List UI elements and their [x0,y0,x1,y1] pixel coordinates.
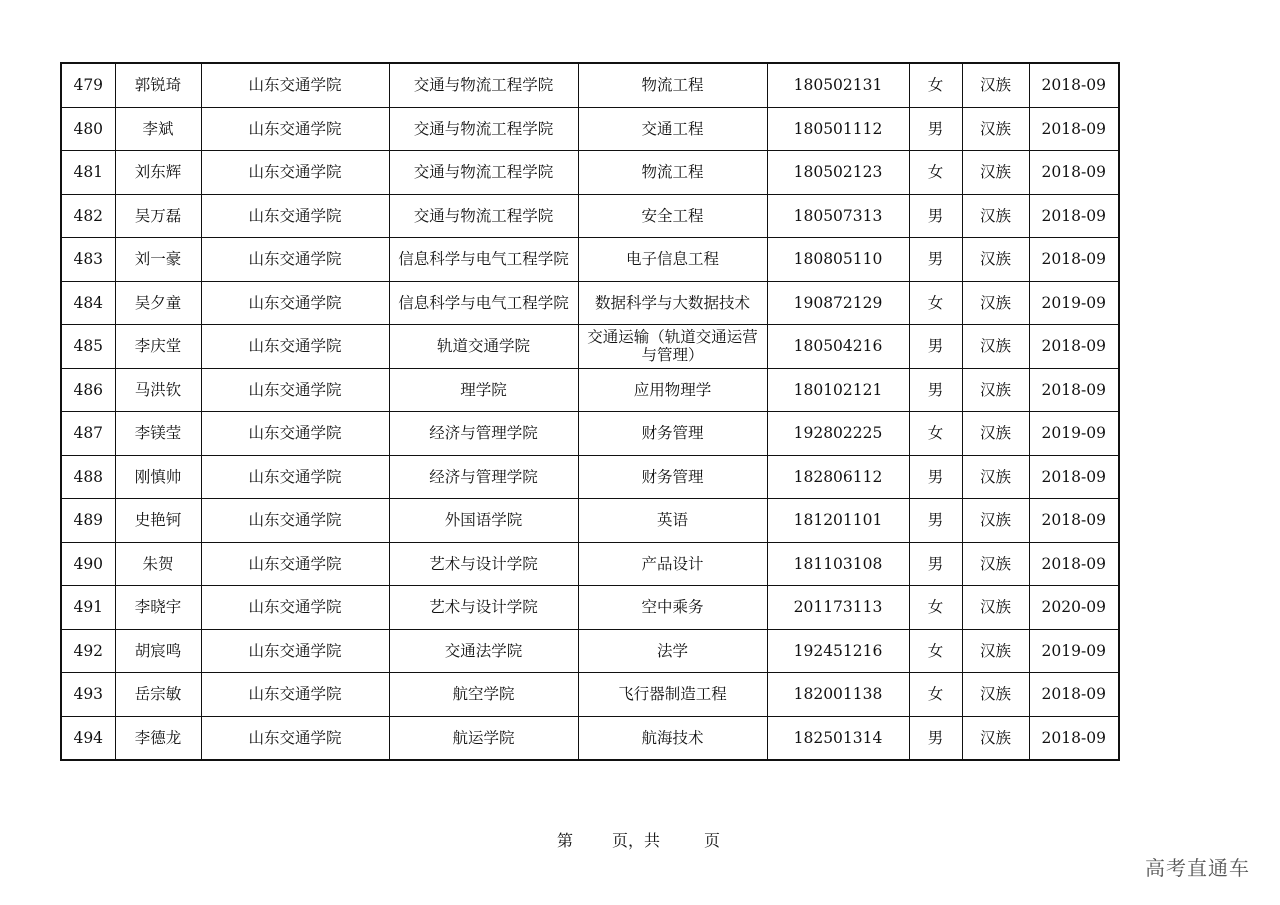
ethnicity-cell: 汉族 [962,151,1029,195]
major-cell: 数据科学与大数据技术 [578,281,767,325]
gender-cell: 男 [909,325,962,369]
table-row [61,716,1119,760]
page-footer [0,828,1280,850]
student-name-cell: 胡宸鸣 [115,629,201,673]
table-row [61,412,1119,456]
major-cell: 电子信息工程 [578,238,767,282]
table-row [61,325,1119,369]
ethnicity-cell: 汉族 [962,63,1029,107]
table-row [61,281,1119,325]
university-cell: 山东交通学院 [201,586,389,630]
student-id-cell: 180504216 [767,325,909,369]
major-cell: 应用物理学 [578,368,767,412]
gender-cell: 男 [909,368,962,412]
major-cell: 交通运输（轨道交通运营与管理） [578,325,767,369]
student-name-cell: 李斌 [115,107,201,151]
college-cell: 经济与管理学院 [389,455,578,499]
watermark-logo-text: 高考直通车 [1145,856,1250,880]
student-roster-table [60,62,1120,761]
row-number-cell: 482 [61,194,115,238]
enrollment-date-cell: 2018-09 [1029,455,1119,499]
enrollment-date-cell: 2018-09 [1029,63,1119,107]
row-number-cell: 491 [61,586,115,630]
student-name-cell: 郭锐琦 [115,63,201,107]
student-name-cell: 刘东辉 [115,151,201,195]
gender-cell: 男 [909,238,962,282]
enrollment-date-cell: 2018-09 [1029,673,1119,717]
major-cell: 产品设计 [578,542,767,586]
major-cell: 物流工程 [578,63,767,107]
college-cell: 航空学院 [389,673,578,717]
ethnicity-cell: 汉族 [962,412,1029,456]
major-cell: 安全工程 [578,194,767,238]
college-cell: 艺术与设计学院 [389,542,578,586]
row-number-cell: 492 [61,629,115,673]
university-cell: 山东交通学院 [201,325,389,369]
student-id-cell: 192451216 [767,629,909,673]
footer-page-suffix: 页 [704,831,721,850]
ethnicity-cell: 汉族 [962,325,1029,369]
gender-cell: 女 [909,629,962,673]
ethnicity-cell: 汉族 [962,194,1029,238]
student-id-cell: 180102121 [767,368,909,412]
student-id-cell: 181201101 [767,499,909,543]
row-number-cell: 487 [61,412,115,456]
college-cell: 交通与物流工程学院 [389,194,578,238]
university-cell: 山东交通学院 [201,716,389,760]
roster-body [61,63,1119,760]
row-number-cell: 490 [61,542,115,586]
student-id-cell: 192802225 [767,412,909,456]
student-id-cell: 190872129 [767,281,909,325]
ethnicity-cell: 汉族 [962,107,1029,151]
table-row [61,194,1119,238]
footer-page-label: 第 [557,831,574,850]
major-cell: 财务管理 [578,412,767,456]
major-cell: 交通工程 [578,107,767,151]
student-id-cell: 182806112 [767,455,909,499]
student-name-cell: 李晓宇 [115,586,201,630]
university-cell: 山东交通学院 [201,673,389,717]
enrollment-date-cell: 2019-09 [1029,412,1119,456]
college-cell: 外国语学院 [389,499,578,543]
ethnicity-cell: 汉族 [962,455,1029,499]
student-id-cell: 182001138 [767,673,909,717]
ethnicity-cell: 汉族 [962,238,1029,282]
table-row [61,499,1119,543]
enrollment-date-cell: 2018-09 [1029,151,1119,195]
gender-cell: 女 [909,586,962,630]
table-row [61,542,1119,586]
student-id-cell: 180502123 [767,151,909,195]
student-name-cell: 岳宗敏 [115,673,201,717]
student-name-cell: 朱贺 [115,542,201,586]
major-cell: 空中乘务 [578,586,767,630]
gender-cell: 男 [909,455,962,499]
student-id-cell: 180502131 [767,63,909,107]
enrollment-date-cell: 2018-09 [1029,107,1119,151]
student-id-cell: 180507313 [767,194,909,238]
major-cell: 飞行器制造工程 [578,673,767,717]
university-cell: 山东交通学院 [201,63,389,107]
university-cell: 山东交通学院 [201,499,389,543]
college-cell: 信息科学与电气工程学院 [389,281,578,325]
enrollment-date-cell: 2018-09 [1029,238,1119,282]
student-name-cell: 吴万磊 [115,194,201,238]
student-id-cell: 180501112 [767,107,909,151]
gender-cell: 女 [909,63,962,107]
university-cell: 山东交通学院 [201,151,389,195]
table-row [61,673,1119,717]
college-cell: 交通与物流工程学院 [389,63,578,107]
enrollment-date-cell: 2018-09 [1029,325,1119,369]
student-name-cell: 马洪钦 [115,368,201,412]
major-cell: 物流工程 [578,151,767,195]
student-name-cell: 刘一豪 [115,238,201,282]
ethnicity-cell: 汉族 [962,499,1029,543]
ethnicity-cell: 汉族 [962,281,1029,325]
table-row [61,151,1119,195]
table-row [61,629,1119,673]
student-name-cell: 李庆堂 [115,325,201,369]
table-row [61,107,1119,151]
college-cell: 交通法学院 [389,629,578,673]
gender-cell: 男 [909,542,962,586]
gender-cell: 女 [909,412,962,456]
gender-cell: 男 [909,107,962,151]
footer-page-total-label: 页，共 [612,831,661,850]
student-name-cell: 史艳钶 [115,499,201,543]
college-cell: 信息科学与电气工程学院 [389,238,578,282]
university-cell: 山东交通学院 [201,194,389,238]
university-cell: 山东交通学院 [201,368,389,412]
student-name-cell: 李镁莹 [115,412,201,456]
college-cell: 经济与管理学院 [389,412,578,456]
major-cell: 英语 [578,499,767,543]
major-cell: 财务管理 [578,455,767,499]
ethnicity-cell: 汉族 [962,542,1029,586]
college-cell: 交通与物流工程学院 [389,107,578,151]
student-id-cell: 201173113 [767,586,909,630]
table-row [61,455,1119,499]
student-name-cell: 吴夕童 [115,281,201,325]
row-number-cell: 493 [61,673,115,717]
ethnicity-cell: 汉族 [962,716,1029,760]
university-cell: 山东交通学院 [201,238,389,282]
table-row [61,586,1119,630]
major-cell: 法学 [578,629,767,673]
student-id-cell: 181103108 [767,542,909,586]
enrollment-date-cell: 2018-09 [1029,499,1119,543]
enrollment-date-cell: 2018-09 [1029,542,1119,586]
college-cell: 艺术与设计学院 [389,586,578,630]
row-number-cell: 483 [61,238,115,282]
student-id-cell: 182501314 [767,716,909,760]
ethnicity-cell: 汉族 [962,673,1029,717]
gender-cell: 男 [909,194,962,238]
enrollment-date-cell: 2018-09 [1029,368,1119,412]
row-number-cell: 494 [61,716,115,760]
university-cell: 山东交通学院 [201,281,389,325]
college-cell: 轨道交通学院 [389,325,578,369]
enrollment-date-cell: 2018-09 [1029,716,1119,760]
table-row [61,368,1119,412]
college-cell: 航运学院 [389,716,578,760]
ethnicity-cell: 汉族 [962,368,1029,412]
university-cell: 山东交通学院 [201,629,389,673]
enrollment-date-cell: 2020-09 [1029,586,1119,630]
row-number-cell: 486 [61,368,115,412]
row-number-cell: 489 [61,499,115,543]
gender-cell: 女 [909,673,962,717]
student-name-cell: 刚慎帅 [115,455,201,499]
university-cell: 山东交通学院 [201,412,389,456]
enrollment-date-cell: 2019-09 [1029,629,1119,673]
student-name-cell: 李德龙 [115,716,201,760]
college-cell: 理学院 [389,368,578,412]
major-cell: 航海技术 [578,716,767,760]
gender-cell: 女 [909,151,962,195]
ethnicity-cell: 汉族 [962,586,1029,630]
row-number-cell: 488 [61,455,115,499]
enrollment-date-cell: 2019-09 [1029,281,1119,325]
gender-cell: 女 [909,281,962,325]
table-row [61,238,1119,282]
row-number-cell: 484 [61,281,115,325]
row-number-cell: 479 [61,63,115,107]
enrollment-date-cell: 2018-09 [1029,194,1119,238]
university-cell: 山东交通学院 [201,455,389,499]
table-row [61,63,1119,107]
student-id-cell: 180805110 [767,238,909,282]
gender-cell: 男 [909,716,962,760]
ethnicity-cell: 汉族 [962,629,1029,673]
university-cell: 山东交通学院 [201,107,389,151]
college-cell: 交通与物流工程学院 [389,151,578,195]
gender-cell: 男 [909,499,962,543]
row-number-cell: 480 [61,107,115,151]
row-number-cell: 485 [61,325,115,369]
row-number-cell: 481 [61,151,115,195]
university-cell: 山东交通学院 [201,542,389,586]
